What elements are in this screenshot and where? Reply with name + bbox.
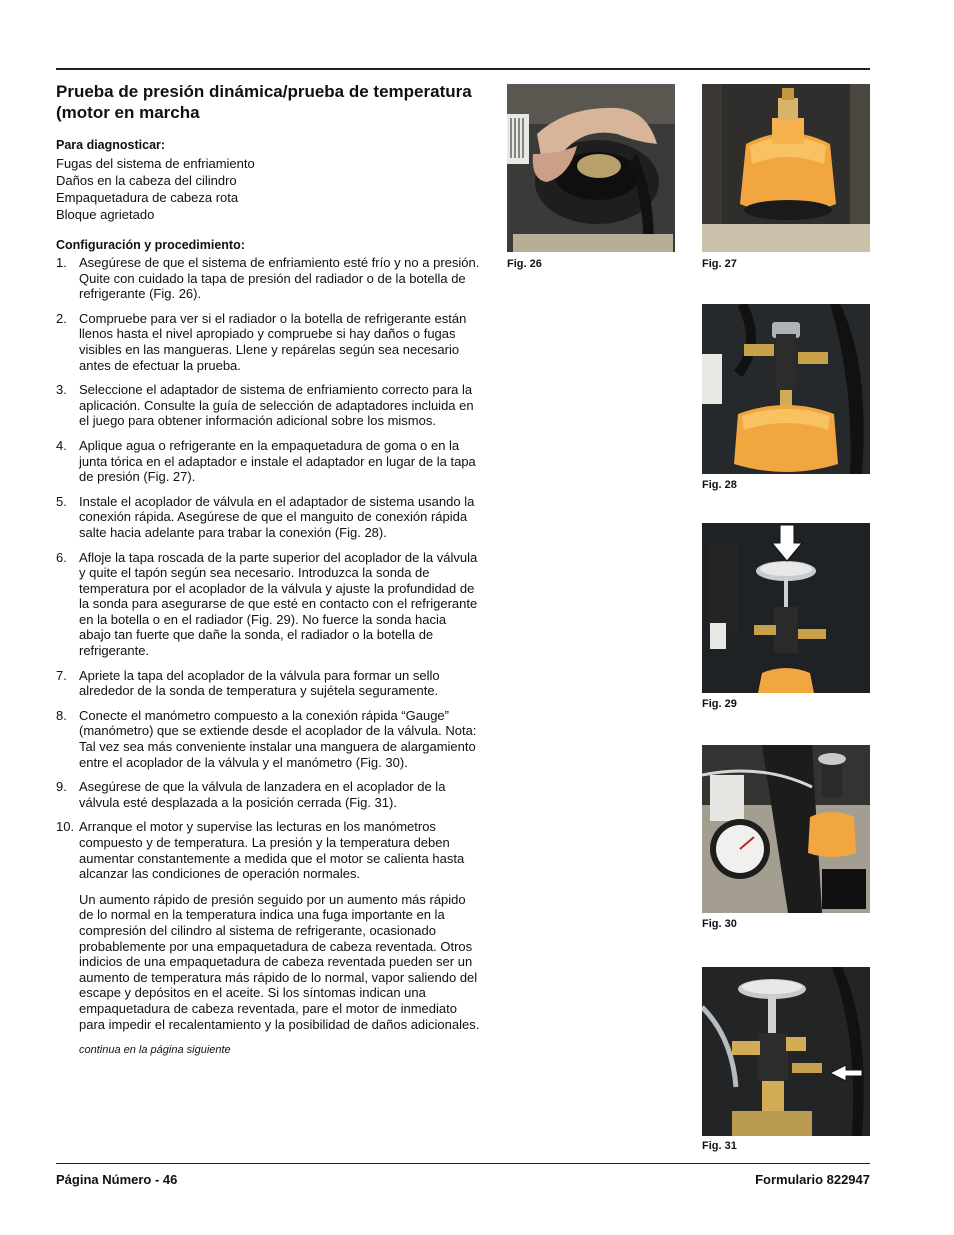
procedure-heading: Configuración y procedimiento: <box>56 238 245 252</box>
fig-29-image <box>702 523 870 693</box>
fig-26-caption: Fig. 26 <box>507 258 542 270</box>
fig-30-caption: Fig. 30 <box>702 918 737 930</box>
step-item: 2. Compruebe para ver si el radiador o la botella de refrigerante están llenos hasta el nivel apropiado y compruebe si hay daños o fugas visibles en las mangueras. Llene y repárelas según sea necesario antes de efectuar la prueba. <box>56 310 467 373</box>
bottom-rule <box>56 1163 870 1164</box>
fig-29-caption: Fig. 29 <box>702 698 737 710</box>
diagnose-heading: Para diagnosticar: <box>56 138 166 152</box>
step-note: Un aumento rápido de presión seguido por un aumento más rápido de lo normal en la temperatura indica una fuga importante en la compresión del cilindro al sistema de refrigerante, ocasionado probablemente por una empaquetadura de cabeza reventada. Otros indicios de una empaquetadura de cabeza reventada pueden ser un aumento de temperatura más rápido de lo normal, vapor saliendo del escape y depósitos en el aceite. Si los síntomas indican una empaquetadura de cabeza reventada, pare el motor de inmediato para impedir el recalentamiento y la posibilidad de daños adicionales. <box>79 891 480 1032</box>
compound-gauge-photo <box>702 745 870 913</box>
step-item: 7. Apriete la tapa del acoplador de la válvula para formar un sello alrededor de la sonda de temperatura y sujétela seguramente. <box>56 667 440 699</box>
step-item: 5. Instale el acoplador de válvula en el adaptador de sistema usando la conexión rápida. Asegúrese de que el manguito de conexión rápida salte hacia adelante para trabar la conexión (Fig. 28). <box>56 493 475 540</box>
text-column <box>56 81 481 1056</box>
fig-28-caption: Fig. 28 <box>702 479 737 491</box>
step-item: 6. Afloje la tapa roscada de la parte superior del acoplador de la válvula y quite el tapón según sea necesario. Introduzca la sonda de temperatura por el acoplador de la válvula y ajuste la profundidad de la sonda para asegurarse de que esté en contacto con el refrigerante en la botella o en el radiador (Fig. 29). No fuerce la sonda hacia abajo tan fuerte que dañe la sonda, el radiador o la botella de refrigerante. <box>56 549 478 659</box>
diagnose-item: Empaquetadura de cabeza rota <box>56 190 239 205</box>
top-rule <box>56 68 870 70</box>
step-item: 10. Arranque el motor y supervise las lecturas en los manómetros compuesto y de temperatura. La presión y la temperatura deben aumentar constantemente a medida que el motor se calienta hasta alcanzar las condiciones de operación normales. Un aumento rápido de presión seguido por un aumento más rápido de lo normal en la temperatura indica una fuga importante en la compresión del cilindro al sistema de refrigerante, ocasionado probablemente por una empaquetadura de cabeza reventada. Otros indicios de una empaquetadura de cabeza reventada pueden ser un aumento de temperatura más rápido de lo normal, vapor saliendo del escape y depósitos en el aceite. Si los síntomas indican una empaquetadura de cabeza reventada, pare el motor de inmediato para impedir el recalentamiento y la posibilidad de daños adicionales. <box>56 819 480 1032</box>
step-item: 3. Seleccione el adaptador de sistema de enfriamiento correcto para la aplicación. Consulte la guía de selección de adaptadores incluida en el juego para obtener información adicional sobre los mismos. <box>56 382 474 429</box>
temperature-probe-photo <box>702 523 870 693</box>
valve-coupler-photo <box>702 304 870 474</box>
step-item: 4. Aplique agua o refrigerante en la empaquetadura de goma o en la junta tórica en el adaptador e instale el adaptador en lugar de la tapa de presión (Fig. 27). <box>56 437 476 485</box>
fig-28-image <box>702 304 870 474</box>
step-item: 8. Conecte el manómetro compuesto a la conexión rápida “Gauge” (manómetro) que se extiende desde el acoplador de la válvula. Nota: Tal vez sea más conveniente instalar una manguera de alargamiento entre el acoplador de la válvula y el manómetro (Fig. 30). <box>56 707 477 770</box>
page-number: Página Número - 46 <box>56 1172 178 1187</box>
fig-30-image <box>702 745 870 913</box>
shuttle-valve-photo <box>702 967 870 1136</box>
fig-31-image <box>702 967 870 1136</box>
fig-27-image <box>702 84 870 252</box>
diagnose-item: Daños en la cabeza del cilindro <box>56 173 237 188</box>
fig-27-caption: Fig. 27 <box>702 258 737 270</box>
diagnose-item: Bloque agrietado <box>56 207 155 222</box>
form-number: Formulario 822947 <box>755 1172 870 1187</box>
page-title: Prueba de presión dinámica/prueba de temperatura (motor en marcha <box>56 82 472 122</box>
fig-26-image <box>507 84 675 252</box>
diagnose-section <box>56 137 481 223</box>
procedure-steps <box>56 255 481 1032</box>
step-item: 1. Asegúrese de que el sistema de enfriamiento esté frío y no a presión. Quite con cuidado la tapa de presión del radiador o de la botella de refrigerante (Fig. 26). <box>56 255 480 302</box>
fig-31-caption: Fig. 31 <box>702 1140 737 1152</box>
continued-note: continua en la página siguiente <box>79 1044 231 1057</box>
step-item: 9. Asegúrese de que la válvula de lanzadera en el acoplador de la válvula esté desplazada a la posición cerrada (Fig. 31). <box>56 779 446 810</box>
radiator-cap-photo <box>507 84 675 252</box>
adapter-photo <box>702 84 870 252</box>
diagnose-item: Fugas del sistema de enfriamiento <box>56 156 255 171</box>
